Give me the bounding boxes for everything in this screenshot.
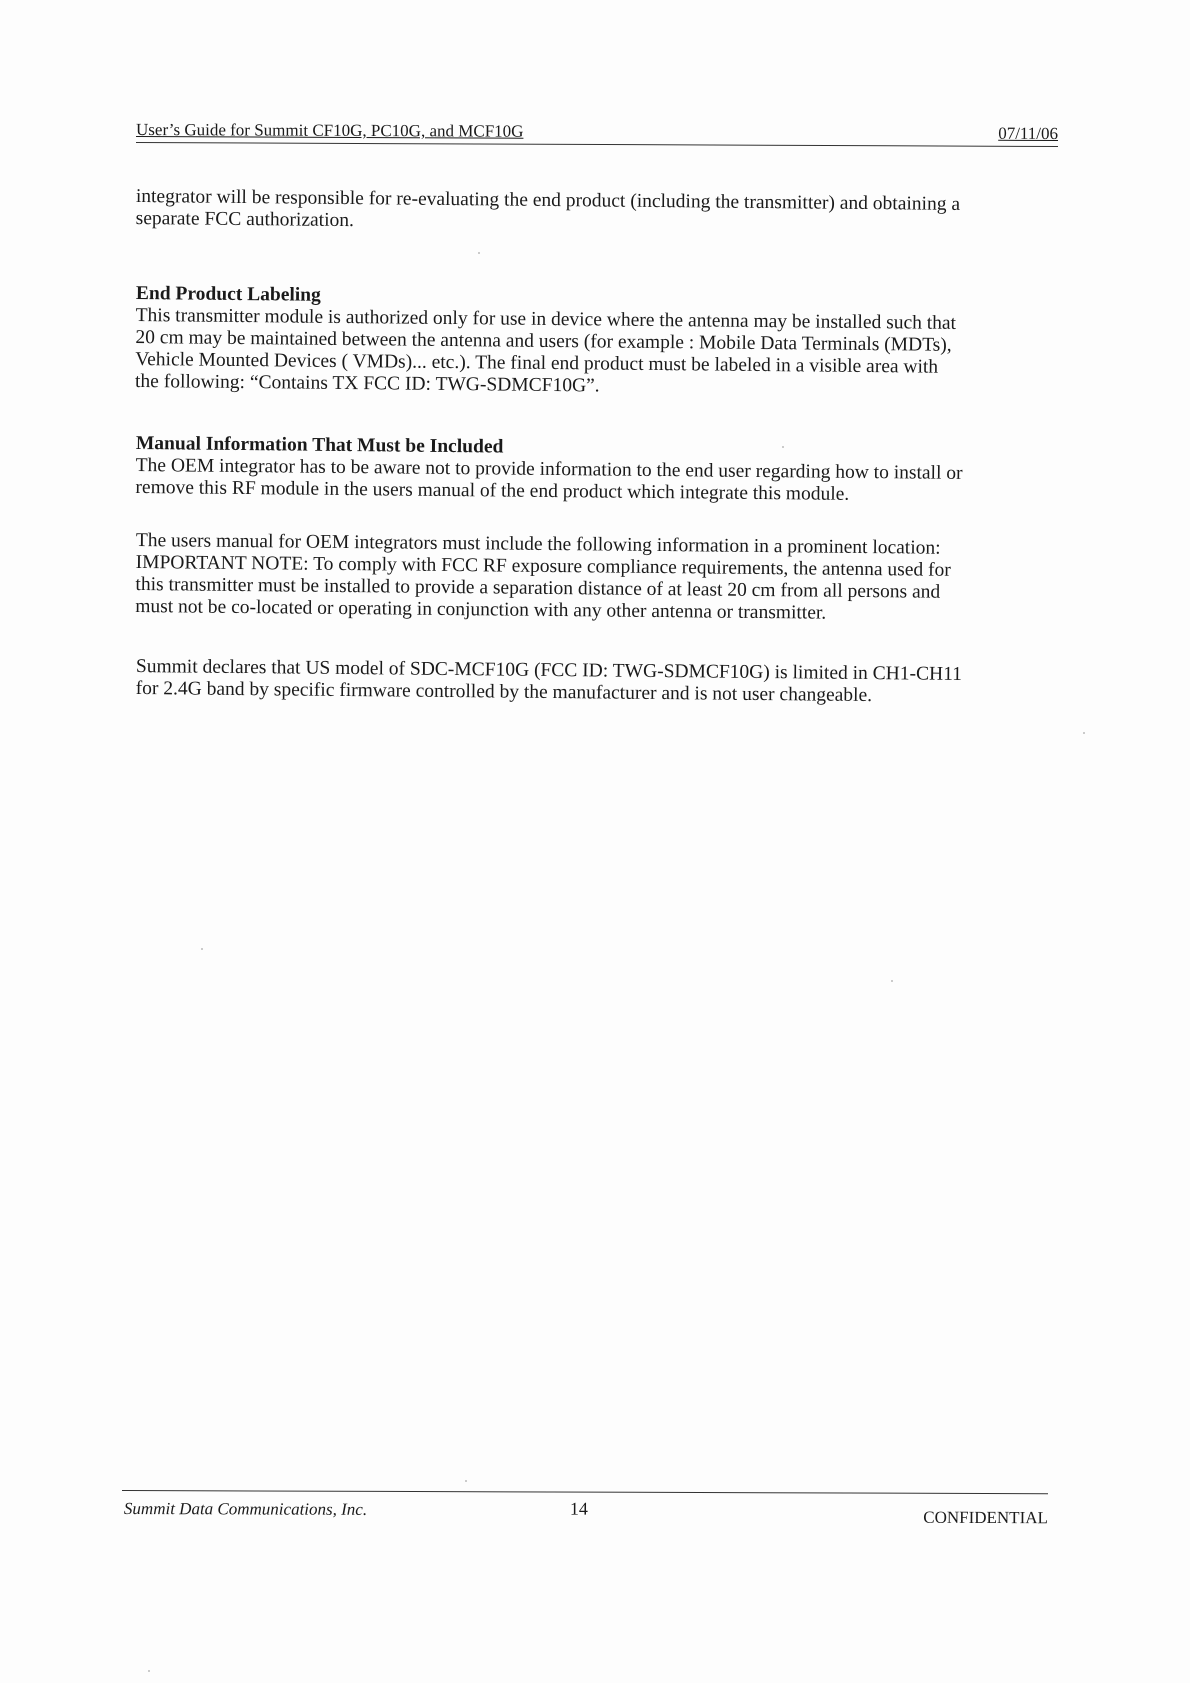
section-heading: Manual Information That Must be Included (135, 433, 504, 458)
scan-speck (201, 948, 203, 950)
footer-company: Summit Data Communications, Inc. (123, 1499, 368, 1519)
header-date: 07/11/06 (998, 123, 1059, 144)
page-footer (122, 1490, 1048, 1528)
intro-paragraph (136, 186, 1060, 239)
channel-declaration-paragraph (136, 656, 1060, 709)
text-line: the following: “Contains TX FCC ID: TWG-SDMCF10G”. (134, 370, 600, 397)
scan-speck (891, 980, 893, 982)
text-line: IMPORTANT NOTE: To comply with FCC RF exposure compliance requirements, the antenna used for (135, 551, 951, 581)
text-line: this transmitter must be installed to provide a separation distance of at least 20 cm from all persons and (135, 573, 941, 603)
text-line: for 2.4G band by specific firmware controlled by the manufacturer and is not user changeable. (135, 677, 873, 707)
text-line: The OEM integrator has to be aware not to provide information to the end user regarding how to install or (135, 454, 963, 484)
text-line: Vehicle Mounted Devices ( VMDs)... etc.). The final end product must be labeled in a visible area with (135, 348, 939, 378)
manual-section (135, 433, 1060, 508)
header-title: User’s Guide for Summit CF10G, PC10G, and MCF10G (136, 120, 524, 141)
text-line: must not be co-located or operating in conjunction with any other antenna or transmitter. (135, 595, 827, 624)
oem-requirements-paragraph (135, 530, 1060, 627)
text-line: separate FCC authorization. (135, 207, 355, 232)
text-line: The users manual for OEM integrators must include the following information in a prominent location: (135, 530, 941, 559)
scan-speck (478, 252, 480, 254)
text-line: remove this RF module in the users manual of the end product which integrate this module. (135, 476, 850, 505)
text-line: integrator will be responsible for re-evaluating the end product (including the transmitter) and obtaining a (135, 186, 961, 215)
scan-speck (465, 1480, 467, 1482)
text-line: Summit declares that US model of SDC-MCF10G (FCC ID: TWG-SDMCF10G) is limited in CH1-CH11 (135, 656, 963, 685)
scan-speck (782, 446, 784, 448)
text-line: 20 cm may be maintained between the antenna and users (for example : Mobile Data Terminals (MDTs), (135, 326, 952, 356)
labeling-section (135, 283, 1060, 402)
page-header (136, 112, 1058, 147)
page-number: 14 (569, 1498, 588, 1519)
scan-speck (148, 1670, 150, 1672)
confidential-label: CONFIDENTIAL (923, 1507, 1048, 1528)
section-heading: End Product Labeling (135, 283, 321, 306)
scan-speck (1083, 732, 1085, 734)
text-line: This transmitter module is authorized only for use in device where the antenna may be installed such that (135, 304, 957, 334)
